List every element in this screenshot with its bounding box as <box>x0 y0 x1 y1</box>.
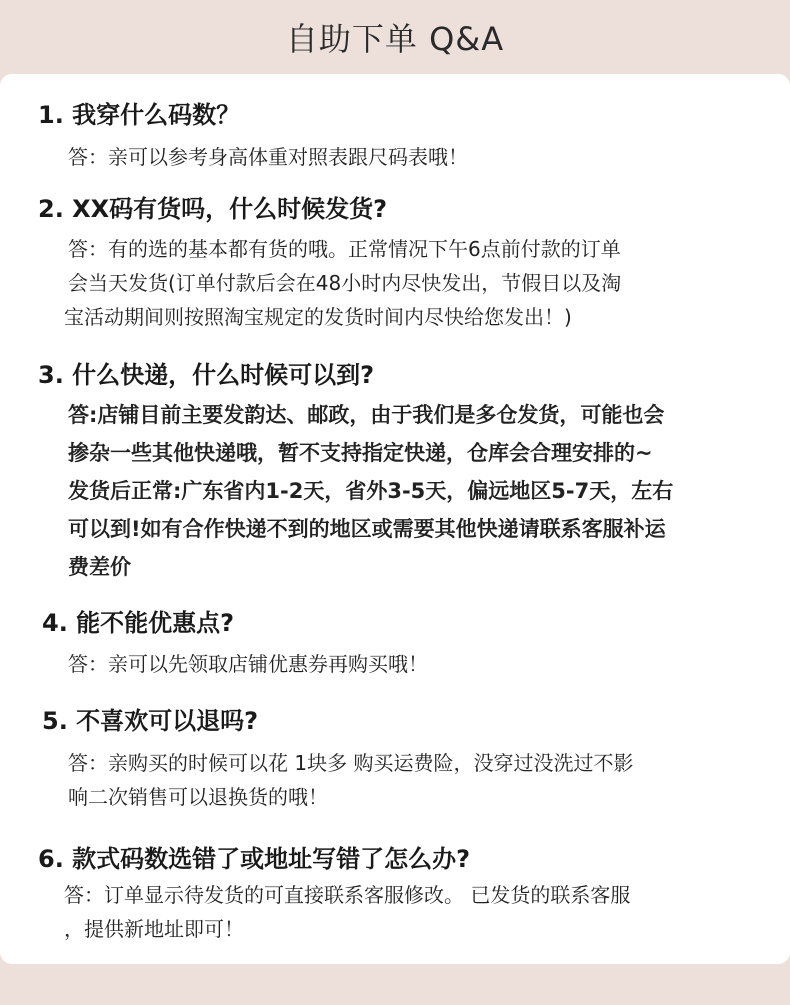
question-1: 1. 我穿什么码数？ <box>38 101 241 129</box>
answer-2 <box>64 232 622 334</box>
page-header <box>0 0 790 74</box>
answer-3-line-5: 费差价 <box>68 555 131 579</box>
answer-1 <box>68 140 468 174</box>
answer-5-line-1: 答：亲购买的时候可以花 1块多 购买运费险，没穿过没洗过不影 <box>68 751 634 775</box>
answer-3 <box>68 396 673 586</box>
question-5: 5. 不喜欢可以退吗? <box>42 707 259 735</box>
answer-1-line-1: 答：亲可以参考身高体重对照表跟尺码表哦！ <box>68 145 468 169</box>
answer-6-line-1: 答：订单显示待发货的可直接联系客服修改。 已发货的联系客服 <box>64 883 631 907</box>
page-title: 自助下单 Q&A <box>285 20 505 58</box>
answer-3-line-4: 可以到!如有合作快递不到的地区或需要其他快递请联系客服补运 <box>68 517 666 541</box>
answer-2-line-2: 会当天发货(订单付款后会在48小时内尽快发出，节假日以及淘 <box>68 271 622 295</box>
answer-2-line-3: 宝活动期间则按照淘宝规定的发货时间内尽快给您发出！) <box>64 305 572 329</box>
answer-4-line-1: 答：亲可以先领取店铺优惠券再购买哦！ <box>68 652 428 676</box>
answer-2-line-1: 答：有的选的基本都有货的哦。正常情况下午6点前付款的订单 <box>68 237 621 261</box>
answer-6-line-2: ，提供新地址即可！ <box>64 917 244 941</box>
answer-5 <box>68 746 633 814</box>
answer-5-line-2: 响二次销售可以退换货的哦！ <box>68 785 328 809</box>
question-4: 4. 能不能优惠点? <box>42 609 235 637</box>
question-3: 3. 什么快递，什么时候可以到? <box>38 361 375 389</box>
question-2: 2. XX码有货吗，什么时候发货? <box>38 195 388 223</box>
question-6: 6. 款式码数选错了或地址写错了怎么办? <box>38 845 471 873</box>
answer-3-line-2: 掺杂一些其他快递哦，暂不支持指定快递，仓库会合理安排的~ <box>68 441 653 465</box>
answer-3-line-1: 答:店铺目前主要发韵达、邮政，由于我们是多仓发货，可能也会 <box>68 403 665 427</box>
answer-3-line-3: 发货后正常:广东省内1-2天，省外3-5天，偏远地区5-7天，左右 <box>68 479 674 503</box>
answer-4 <box>68 647 428 681</box>
qa-card <box>0 74 790 964</box>
answer-6 <box>64 878 630 946</box>
